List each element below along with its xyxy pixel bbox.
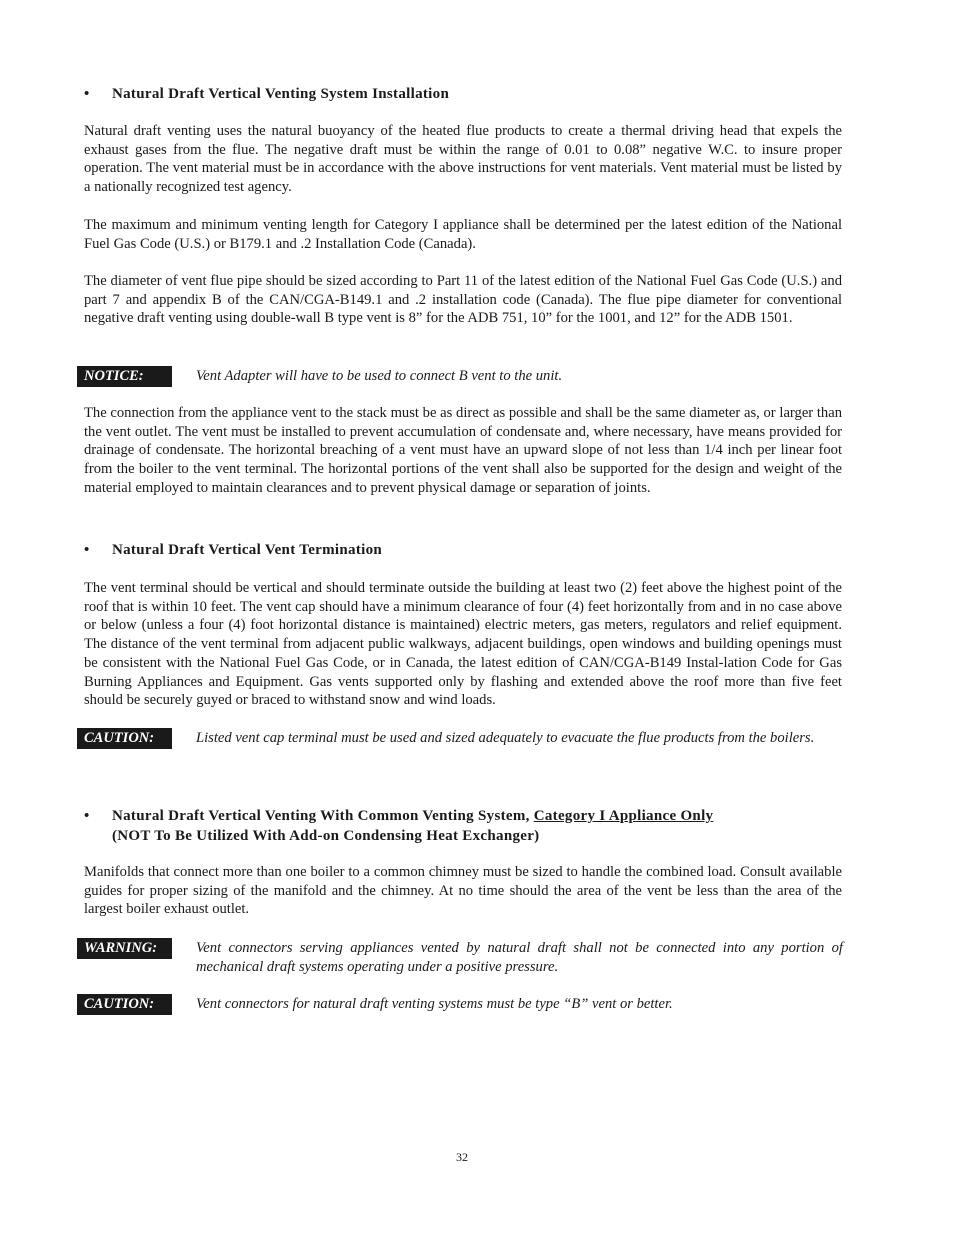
caution-text: Vent connectors for natural draft venting systems must be type “B” vent or better. <box>196 996 673 1012</box>
caution-label: CAUTION: <box>77 728 172 749</box>
heading-main: Natural Draft Vertical Venting With Common Venting System, <box>112 808 534 824</box>
heading-text <box>112 806 852 826</box>
paragraph: The diameter of vent flue pipe should be sized according to Part 11 of the latest edition of the National Fuel Gas Code (U.S.) and part 7 and appendix B of the CAN/CGA-B149.1 and .2 installation code (Canada). The flue pipe diameter for conventional negative draft venting using double-wall B type vent is 8” for the ADB 751, 10” for the 1001, and 12” for the ADB 1501. <box>84 273 842 327</box>
paragraph: The vent terminal should be vertical and should terminate outside the building at least two (2) feet above the highest point of the roof that is within 10 feet. The vent cap should have a minimum clearance of four (4) feet horizontally from and in no case above or below (unless a four (4) foot horizontal distance is maintained) electric meters, gas meters, regulators and relief equipment. The distance of the vent terminal from adjacent public walkways, adjacent buildings, open windows and building openings must be consistent with the National Fuel Gas Code, or in Canada, the latest edition of CAN/CGA-B149 Instal-lation Code for Gas Burning Appliances and Equipment. Gas vents supported only by flashing and extended above the roof more than five feet should be securely guyed or braced to withstand snow and wind loads. <box>84 580 842 709</box>
heading-underlined: Category I Appliance Only <box>533 808 714 824</box>
caution-label: CAUTION: <box>77 994 172 1015</box>
heading-text: Natural Draft Vertical Vent Termination <box>112 542 383 558</box>
section-heading-common-venting <box>84 806 844 848</box>
heading-line2: (NOT To Be Utilized With Add-on Condensing Heat Exchanger) <box>112 828 540 844</box>
paragraph: Manifolds that connect more than one boiler to a common chimney must be sized to handle the combined load. Consult available guides for proper sizing of the manifold and the chimney. At no time should the area of the vent be less than the area of the largest boiler exhaust outlet. <box>84 864 842 918</box>
bullet: • <box>84 542 90 558</box>
bullet: • <box>84 808 90 824</box>
bullet: • <box>84 86 90 102</box>
heading-text: Natural Draft Vertical Venting System Installation <box>112 86 450 102</box>
caution-text: Listed vent cap terminal must be used and sized adequately to evacuate the flue products from the boilers. <box>196 730 815 746</box>
page-number: 32 <box>456 1150 468 1164</box>
paragraph: The connection from the appliance vent to the stack must be as direct as possible and shall be the same diameter as, or larger than the vent outlet. The vent must be installed to prevent accumulation of condensate and, where necessary, have means provided for drainage of condensate. The horizontal breaching of a vent must have an upward slope of not less than 1/4 inch per linear foot from the boiler to the vent terminal. The horizontal portions of the vent shall also be supported for the design and weight of the material employed to maintain clearances and to prevent physical damage or separation of joints. <box>84 405 842 496</box>
paragraph: The maximum and minimum venting length for Category I appliance shall be determined per the latest edition of the National Fuel Gas Code (U.S.) or B179.1 and .2 Installation Code (Canada). <box>84 217 842 252</box>
warning-label: WARNING: <box>77 938 172 959</box>
paragraph: Natural draft venting uses the natural buoyancy of the heated flue products to create a thermal driving head that expels the exhaust gases from the flue. The negative draft must be within the range of 0.01 to 0.08” negative W.C. to insure proper operation. The vent material must be in accordance with the above instructions for vent materials. Vent material must be listed by a nationally recognized test agency. <box>84 123 842 196</box>
notice-label: NOTICE: <box>77 366 172 387</box>
notice-text: Vent Adapter will have to be used to connect B vent to the unit. <box>196 368 563 384</box>
warning-text: Vent connectors serving appliances vented by natural draft shall not be connected into any portion of mechanical draft systems operating under a positive pressure. <box>196 940 843 975</box>
